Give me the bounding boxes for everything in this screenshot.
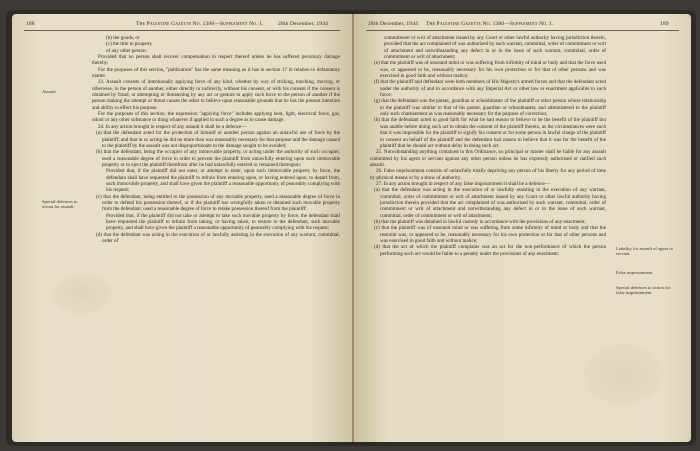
right-page-paragraph: (e) that the plaintiff was of unsound mind or was suffering from infirmity of mind or body and that the force used was, or appeared to be, reasonably necessary for his own protection or for that of other persons and was exercised in good faith and without malice; <box>374 60 606 80</box>
margin-note-special-defences: Special defences to action for assault. <box>42 199 78 210</box>
right-page-paragraph: 25. Notwithstanding anything contained in this Ordinance, no principal or master shall be liable for any assault committed by his agent or servant against any other person unless he has expressly authorised or ratified such assault. <box>370 149 606 168</box>
left-page-paragraph: of any other person: <box>106 47 147 54</box>
left-header-rule <box>24 30 340 31</box>
right-page-paragraph: (a) that the defendant was acting in the execution of or lawfully assisting in the execution of any warrant, committal, order of commitment or writ of attachment issued by any Court or other lawful authority having jurisdiction therein provided that the act complained of was authorised by such warrant, committal, order of commitment or writ of attachment and notwithstanding any defect in or in the issue of such warrant, committal, order of commitment or writ of attachment; <box>374 187 606 219</box>
left-page-paragraph: Provided that, if the plaintiff did not take or attempt to take such movable property by force, the defendant shall have requested the plaintiff to refrain from taking, or having taken, to restore to the defendant, such movable property, and shall have given the plaintiff a reasonable opportunity of peaceably complying with his request; <box>106 212 340 232</box>
left-page-paragraph: For the purposes of this section, the expression "applying force" includes applying heat, light, electrical force, gas, odour or any other substance or thing whatever if applied in such a degree as to cause damage. <box>92 111 340 124</box>
page-stain <box>584 344 664 404</box>
right-page-paragraph: commitment or writ of attachment issued by any Court or other lawful authority having jurisdiction therein, provided that the act complained of was authorised by such warrant, committal, order of commitment or writ of attachment and notwithstanding any defect in or in the issue of such warrant, committal, order of commitment or writ of attachment; <box>384 35 606 61</box>
right-header-rule <box>366 30 679 31</box>
left-page-paragraph: (b) the goods, or <box>106 35 140 41</box>
margin-note-assault: Assault. <box>42 89 57 94</box>
left-page <box>12 14 352 442</box>
left-page-body <box>92 35 340 244</box>
left-page-paragraph: (d) that the defendant was acting in the execution of or lawfully assisting in the execution of any warrant, committal, order of <box>96 231 340 244</box>
left-page-date: 28th December, 1944 <box>278 21 328 27</box>
left-page-paragraph: Provided that no person shall recover compensation in respect thereof unless he has suffered pecuniary damage thereby. <box>92 54 340 67</box>
right-page-paragraph: (f) that the plaintiff and defendant were both members of His Majesty's armed forces and that the defendant acted under the authority of and in accordance with any Imperial Act or other law or enactment applicable to such force; <box>374 79 606 99</box>
left-page-paragraph: (c) the title to property <box>106 41 153 48</box>
margin-note-special-defences-false: Special defences to action for false imprisonment. <box>616 285 671 296</box>
right-page-number: 189 <box>660 21 669 27</box>
left-page-paragraph: (a) that the defendant acted for the protection of himself or another person against an unlawful use of force by the plaintiff, and that in so acting he did no more than was reasonably necessary for that purpose and the damage caused to the plaintiff by the assault was not disproportionate to the damage sought to be avoided; <box>96 130 340 149</box>
right-page-paragraph: 27. In any action brought in respect of any false imprisonment it shall be a defence— <box>376 180 550 187</box>
right-page-paragraph: (b) that the plaintiff was detained in lawful custody in accordance with the provisions of any enactment; <box>374 218 586 225</box>
right-page-paragraph: (c) that the plaintiff was of unsound mind or was suffering from some infirmity of mind or body and that the restraint was, or appeared to be, reasonably necessary for his own protection or for that of other persons and was exercised in good faith and without malice; <box>374 225 606 244</box>
right-page-paragraph: (d) that the act of which the plaintiff complains was an act for the non-performance of which the person performing such act would be liable to a penalty under the provisions of any enactment; <box>374 244 606 257</box>
left-page-number: 188 <box>26 21 35 27</box>
page-stain <box>52 274 112 314</box>
right-page <box>354 14 691 442</box>
left-page-paragraph: 24. In any action brought in respect of any assault it shall be a defence— <box>98 123 247 130</box>
open-book <box>6 10 696 446</box>
left-running-title: The Palestine Gazette No. 1380—Supplement No. 1. <box>136 21 264 27</box>
margin-note-liability: Liability for assault of agent or servant. <box>616 246 674 257</box>
right-page-body <box>370 35 606 257</box>
right-page-paragraph: (g) that the defendant was the parent, guardian or schoolmaster of the plaintiff or other person whose relationship to the plaintiff was similar to that of his parent, guardian or schoolmaster, and administered to the plaintiff only such chastisement as was reasonably necessary for the purpose of correction; <box>374 98 606 118</box>
left-page-paragraph: 23. Assault consists of intentionally applying force of any kind, whether by way of striking, touching, moving, or otherwise, to the person of another, either directly or indirectly, without his consent, or with his consent if the consent is obtained by fraud, or attempting or threatening by any act or gesture to apply such force to the person of another if the person making the attempt or threat causes the other to believe upon reasonable grounds that he has the present intention and ability to effect his purpose. <box>92 79 340 111</box>
left-page-paragraph: (b) that the defendant, being the occupier of any immovable property, or acting under the authority of such occupier, used a reasonable degree of force in order to prevent the plaintiff from unlawfully entering upon such immovable property or to eject the plaintiff therefrom after he had unlawfully entered or remained thereupon: <box>96 149 340 168</box>
left-page-paragraph: For the purposes of this section, "publication" has the same meaning as it has in section 17 in relation to defamatory matter. <box>92 66 340 80</box>
right-page-paragraph: (h) that the defendant acted in good faith for what he had reason to believe to be the benefit of the plaintiff but was unable before doing such act to obtain the consent of the plaintiff thereto, as the circumstances were such that it was impossible for the plaintiff to signify his consent or for some person in lawful charge of the plaintiff to consent on behalf of the plaintiff and the defendant had reason to believe that it was for the benefit of the plaintiff that he should act without delay in doing such act. <box>374 117 606 149</box>
right-running-title: The Palestine Gazette No. 1380—Supplement No. 1. <box>426 21 554 27</box>
left-page-paragraph: (c) that the defendant, being entitled to the possession of any movable property, used a reasonable degree of force in order to defend his possession thereof, or if the plaintiff has wrongfully taken or detained such movable property from the defendant, used a reasonable degree of force to retake possession thereof from the plaintiff: <box>96 193 340 213</box>
right-page-paragraph: 26. False imprisonment consists of unlawfully totally depriving any person of his liberty for any period of time by physical means or by a show of authority. <box>370 168 606 181</box>
left-page-paragraph: Provided that, if the plaintiff did not enter, or attempt to enter, upon such immovable property by force, the defendant shall have requested the plaintiff to refrain from entering upon, or having entered upon, to depart from, such immovable property, and shall have given the plaintiff a reasonable opportunity of peaceably complying with his request; <box>106 168 340 194</box>
margin-note-false-imprisonment: False imprisonment. <box>616 270 654 275</box>
right-page-date: 28th December, 1944 <box>368 21 418 27</box>
